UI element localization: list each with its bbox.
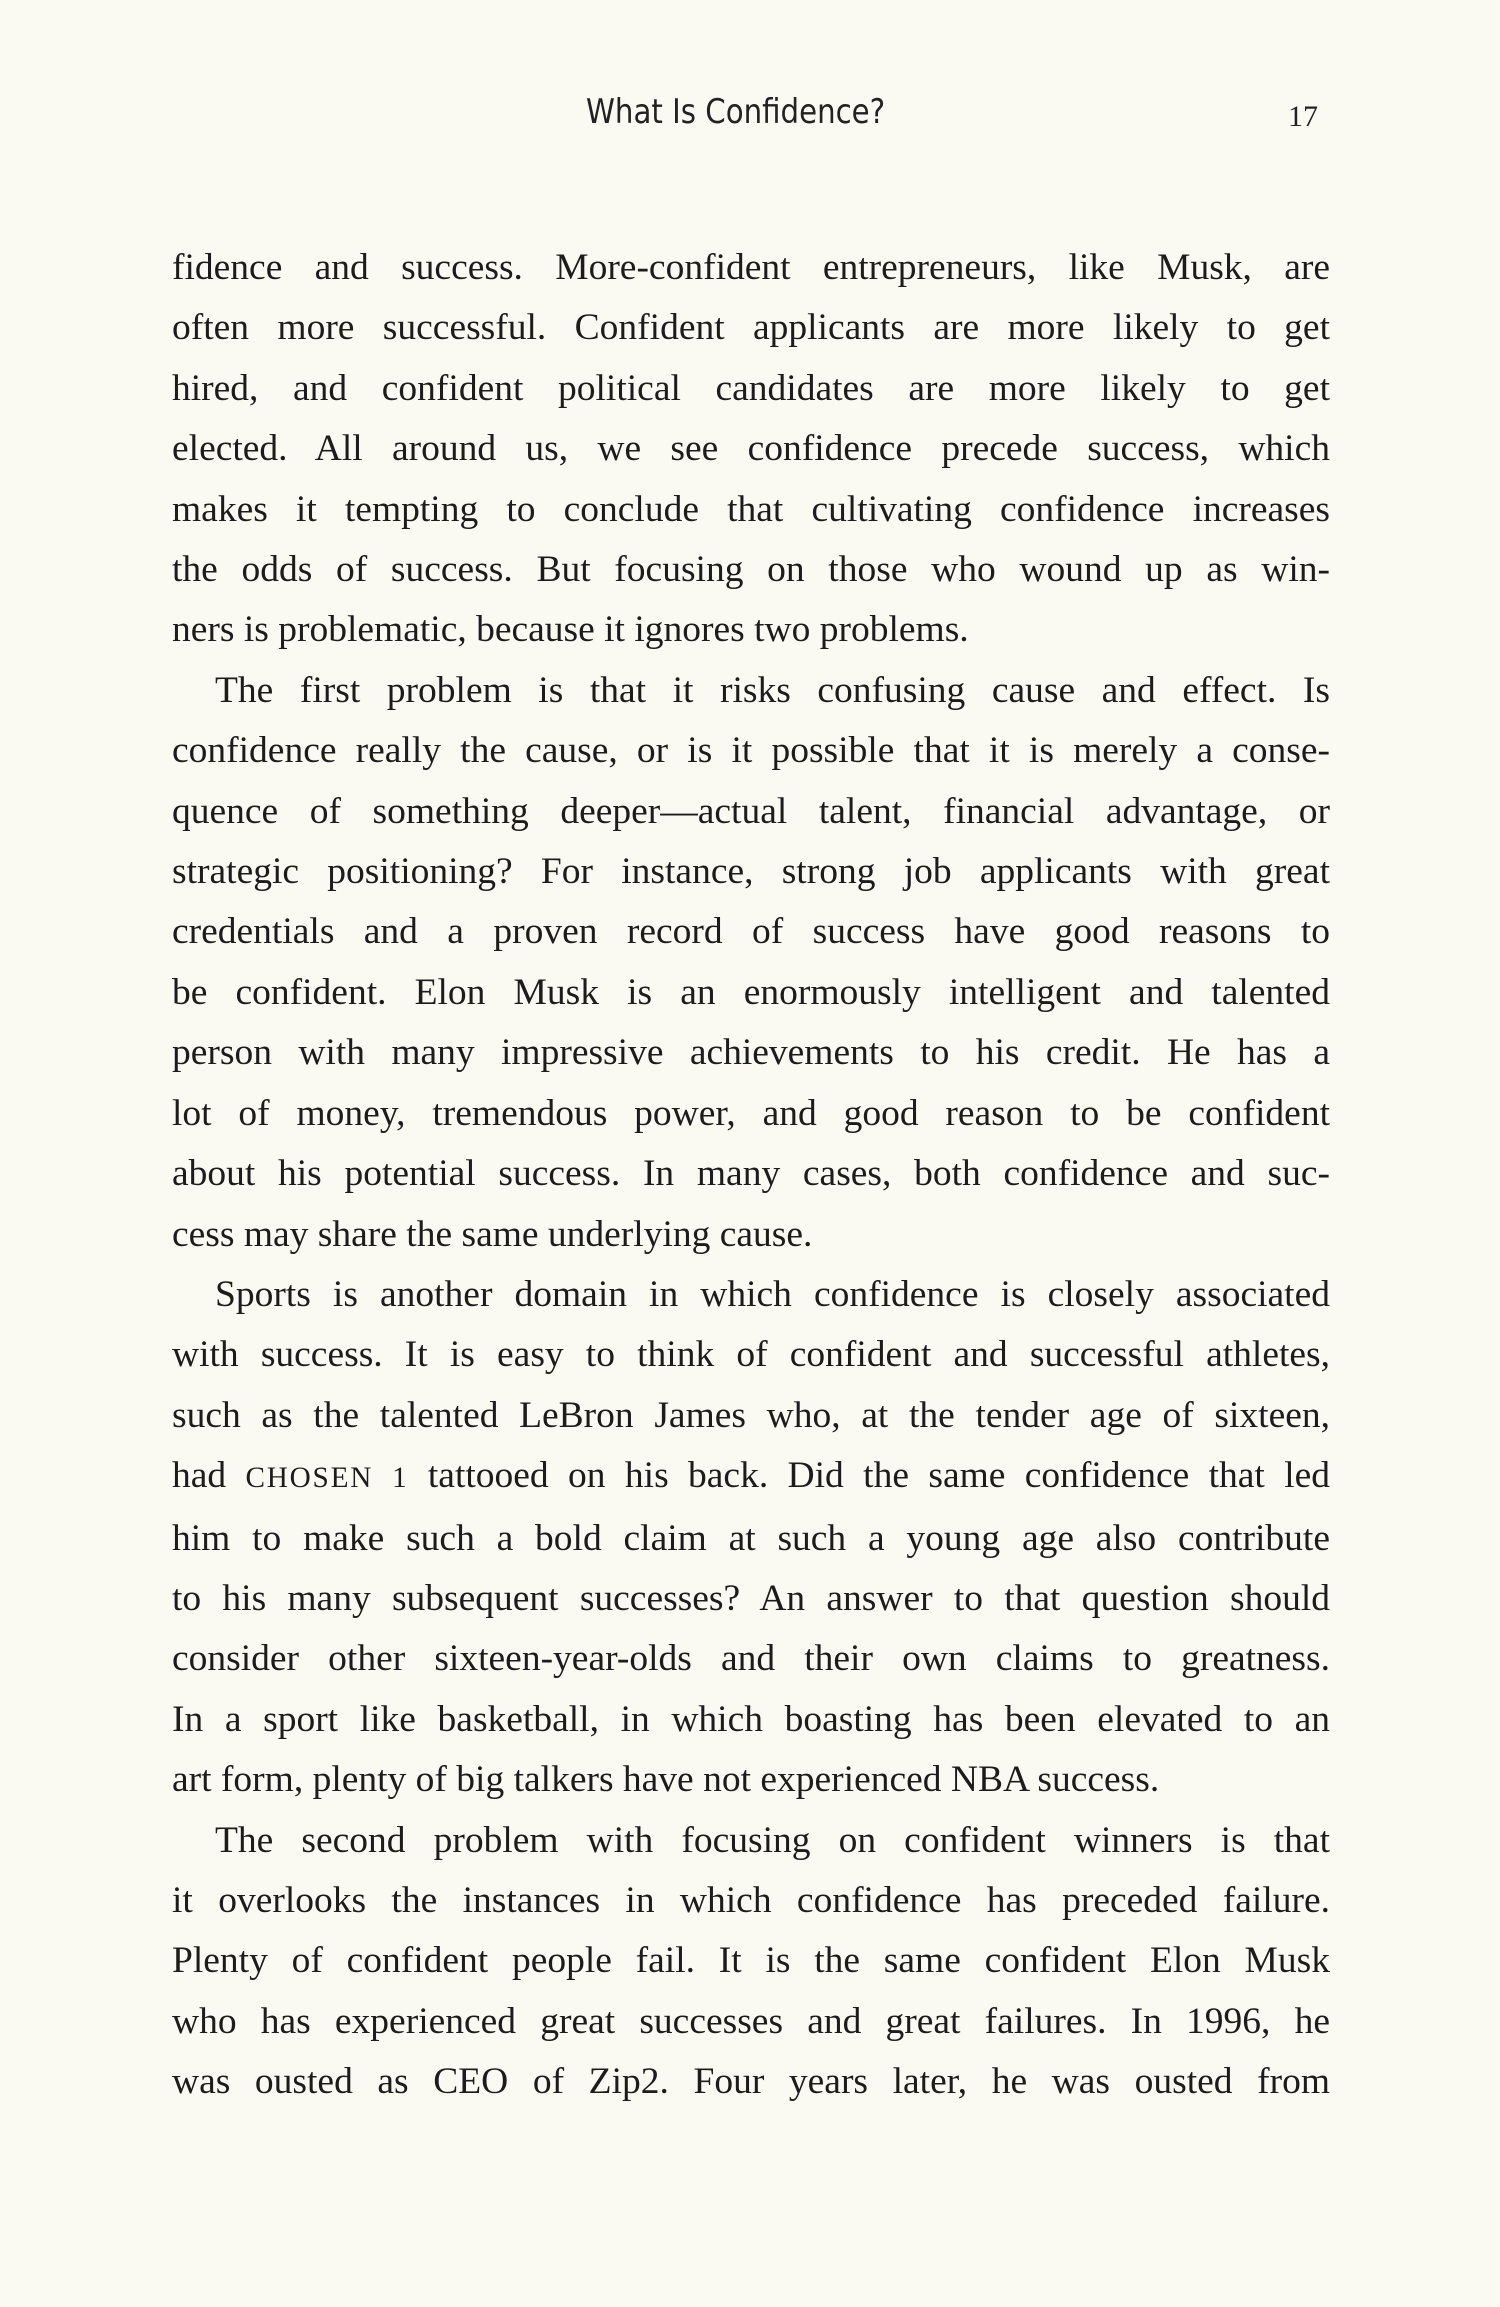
- text-line: hired, and confident political candidates are more likely to get: [172, 367, 1330, 409]
- text-line: be confident. Elon Musk is an enormously intelligent and talented: [172, 971, 1330, 1013]
- text-line: often more successful. Confident applicants are more likely to get: [172, 307, 1330, 349]
- body-text: [172, 238, 1330, 2113]
- text-line: was ousted as CEO of Zip2. Four years later, he was ousted from: [172, 2061, 1330, 2103]
- text-line: makes it tempting to conclude that cultivating confidence increases: [172, 488, 1330, 530]
- text-line: The second problem with focusing on confident winners is that: [215, 1819, 1330, 1861]
- text-line: about his potential success. In many cases, both confidence and suc-: [172, 1153, 1330, 1195]
- text-line: ners is problematic, because it ignores two problems.: [172, 609, 969, 651]
- text-line: who has experienced great successes and great failures. In 1996, he: [172, 2000, 1330, 2042]
- text-line: to his many subsequent successes? An answer to that question should: [172, 1577, 1330, 1619]
- text-line-with-smallcaps: [172, 1446, 1330, 1508]
- text-line: cess may share the same underlying cause.: [172, 1213, 813, 1255]
- text-fragment: had: [172, 1455, 227, 1497]
- paragraph-4: [172, 1811, 1330, 2113]
- text-line: Plenty of confident people fail. It is the same confident Elon Musk: [172, 1940, 1330, 1982]
- running-head: [0, 92, 1500, 142]
- text-line: strategic positioning? For instance, strong job applicants with great: [172, 851, 1330, 893]
- text-line: consider other sixteen-year-olds and their own claims to greatness.: [172, 1638, 1330, 1680]
- text-line: In a sport like basketball, in which boasting has been elevated to an: [172, 1698, 1330, 1740]
- text-line: it overlooks the instances in which confidence has preceded failure.: [172, 1879, 1330, 1921]
- text-line: quence of something deeper—actual talent, financial advantage, or: [172, 790, 1330, 832]
- text-line: the odds of success. But focusing on those who wound up as win-: [172, 549, 1330, 591]
- text-line: elected. All around us, we see confidence precede success, which: [172, 428, 1330, 470]
- text-line: person with many impressive achievements to his credit. He has a: [172, 1032, 1330, 1074]
- page-number: 17: [1288, 100, 1318, 133]
- paragraph-2: [172, 661, 1330, 1265]
- text-line: confidence really the cause, or is it possible that it is merely a conse-: [172, 730, 1330, 772]
- text-line: The first problem is that it risks confusing cause and effect. Is: [215, 669, 1330, 711]
- text-line: Sports is another domain in which confidence is closely associated: [215, 1273, 1330, 1315]
- text-line: with success. It is easy to think of confident and successful athletes,: [172, 1334, 1330, 1376]
- paragraph-3: [172, 1265, 1330, 1811]
- text-fragment: tattooed on his back. Did the same confidence that led: [427, 1455, 1331, 1497]
- text-line: lot of money, tremendous power, and good reason to be confident: [172, 1092, 1330, 1134]
- text-line: art form, plenty of big talkers have not experienced NBA success.: [172, 1759, 1160, 1801]
- text-line: such as the talented LeBron James who, at the tender age of sixteen,: [172, 1394, 1330, 1436]
- text-line: fidence and success. More-confident entrepreneurs, like Musk, are: [172, 247, 1330, 288]
- text-line: him to make such a bold claim at such a young age also contribute: [172, 1517, 1330, 1559]
- running-title: What Is Confidence?: [586, 92, 886, 132]
- small-caps-text: CHOSEN 1: [245, 1462, 409, 1495]
- paragraph-1: [172, 238, 1330, 661]
- text-line: credentials and a proven record of success have good reasons to: [172, 911, 1330, 953]
